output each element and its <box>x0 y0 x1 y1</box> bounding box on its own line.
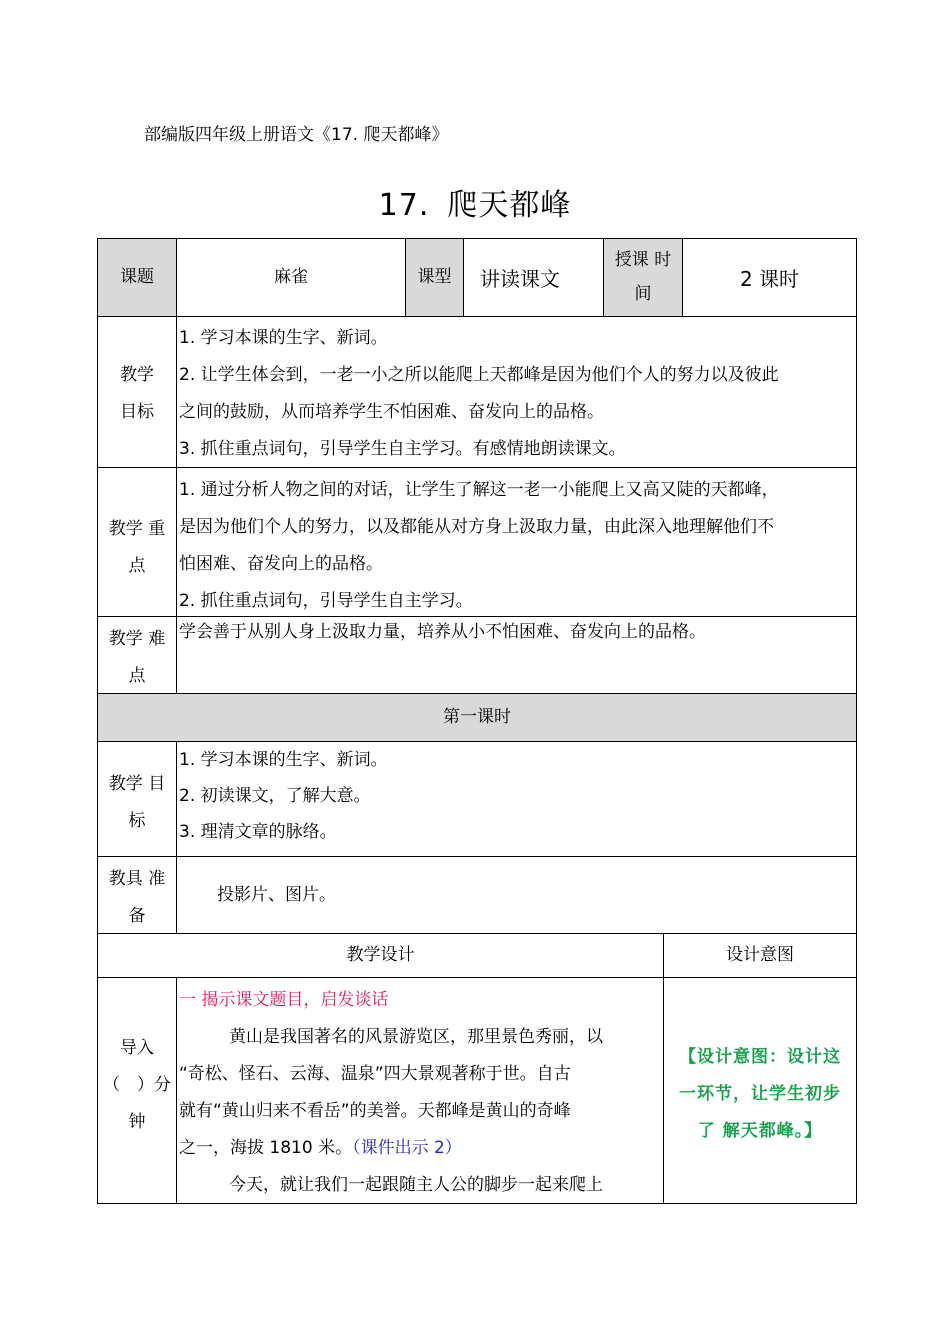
intro-label-cell: 导入 （ ）分 钟 <box>97 977 177 1204</box>
topic-value-cell: 麻雀 <box>176 238 406 317</box>
keypoints-content-cell: 1. 通过分析人物之间的对话，让学生了解这一老一小能爬上又高又陡的天都峰， 是因为他们个人的努力，以及都能从对方身上汲取力量，由此深入地理解他们不 怕困难、奋发向上的品格。 2. 抓住重点词句，引导学生自主学习。 <box>176 467 857 617</box>
lesson1-goals-label-cell: 教学 目 标 <box>97 741 177 857</box>
lesson1-goals-content-cell: 1. 学习本课的生字、新词。 2. 初读课文，了解大意。 3. 理清文章的脉络。 <box>176 741 857 857</box>
intro-intent-cell: 【设计意图：设计这 一环节，让学生初步 了 解天都峰。】 <box>663 977 857 1204</box>
topic-label-cell: 课题 <box>97 238 177 317</box>
design-header-right: 设计意图 <box>663 933 857 978</box>
intro-heading: 一 揭示课文题目，启发谈话 <box>179 990 389 1010</box>
lesson-title: 爬天都峰 <box>447 188 572 223</box>
keypoints-label-cell: 教学 重 点 <box>97 467 177 617</box>
goals-label-cell: 教学 目标 <box>97 316 177 468</box>
goals-content-cell: 1. 学习本课的生字、新词。 2. 让学生体会到，一老一小之所以能爬上天都峰是因为他们个人的努力以及彼此 之间的鼓励，从而培养学生不怕困难、奋发向上的品格。 3. 抓住重点词句，引导学生自主学习。有感情地朗读课文。 <box>176 316 857 468</box>
type-value-cell: 讲读课文 <box>463 238 604 317</box>
difficulties-content-cell: 学会善于从别人身上汲取力量，培养从小不怕困难、奋发向上的品格。 <box>176 616 857 694</box>
document-header: 部编版四年级上册语文《17. 爬天都峰》 <box>144 125 449 145</box>
lesson1-header: 第一课时 <box>97 693 857 742</box>
lesson-number: 17. <box>378 188 430 223</box>
tools-content-cell: 投影片、图片。 <box>176 856 857 934</box>
time-value-cell: 2 课时 <box>682 238 857 317</box>
intro-content-cell: 一 揭示课文题目，启发谈话 黄山是我国著名的风景游览区，那里景色秀丽，以 “奇松、怪石、云海、温泉”四大景观著称于世。自古 就有“黄山归来不看岳”的美誉。天都峰是黄山的奇峰 之一，海拔 1810 米。（课件出示 2） 今天，就让我们一起跟随主人公的脚步一起来爬上 <box>176 977 664 1204</box>
page-title <box>0 180 950 224</box>
tools-label-cell: 教具 准 备 <box>97 856 177 934</box>
courseware-note: （课件出示 2） <box>352 1138 462 1158</box>
design-header-left: 教学设计 <box>97 933 664 978</box>
time-label-cell: 授课 时 间 <box>603 238 683 317</box>
difficulties-label-cell: 教学 难 点 <box>97 616 177 694</box>
type-label-cell: 课型 <box>405 238 464 317</box>
